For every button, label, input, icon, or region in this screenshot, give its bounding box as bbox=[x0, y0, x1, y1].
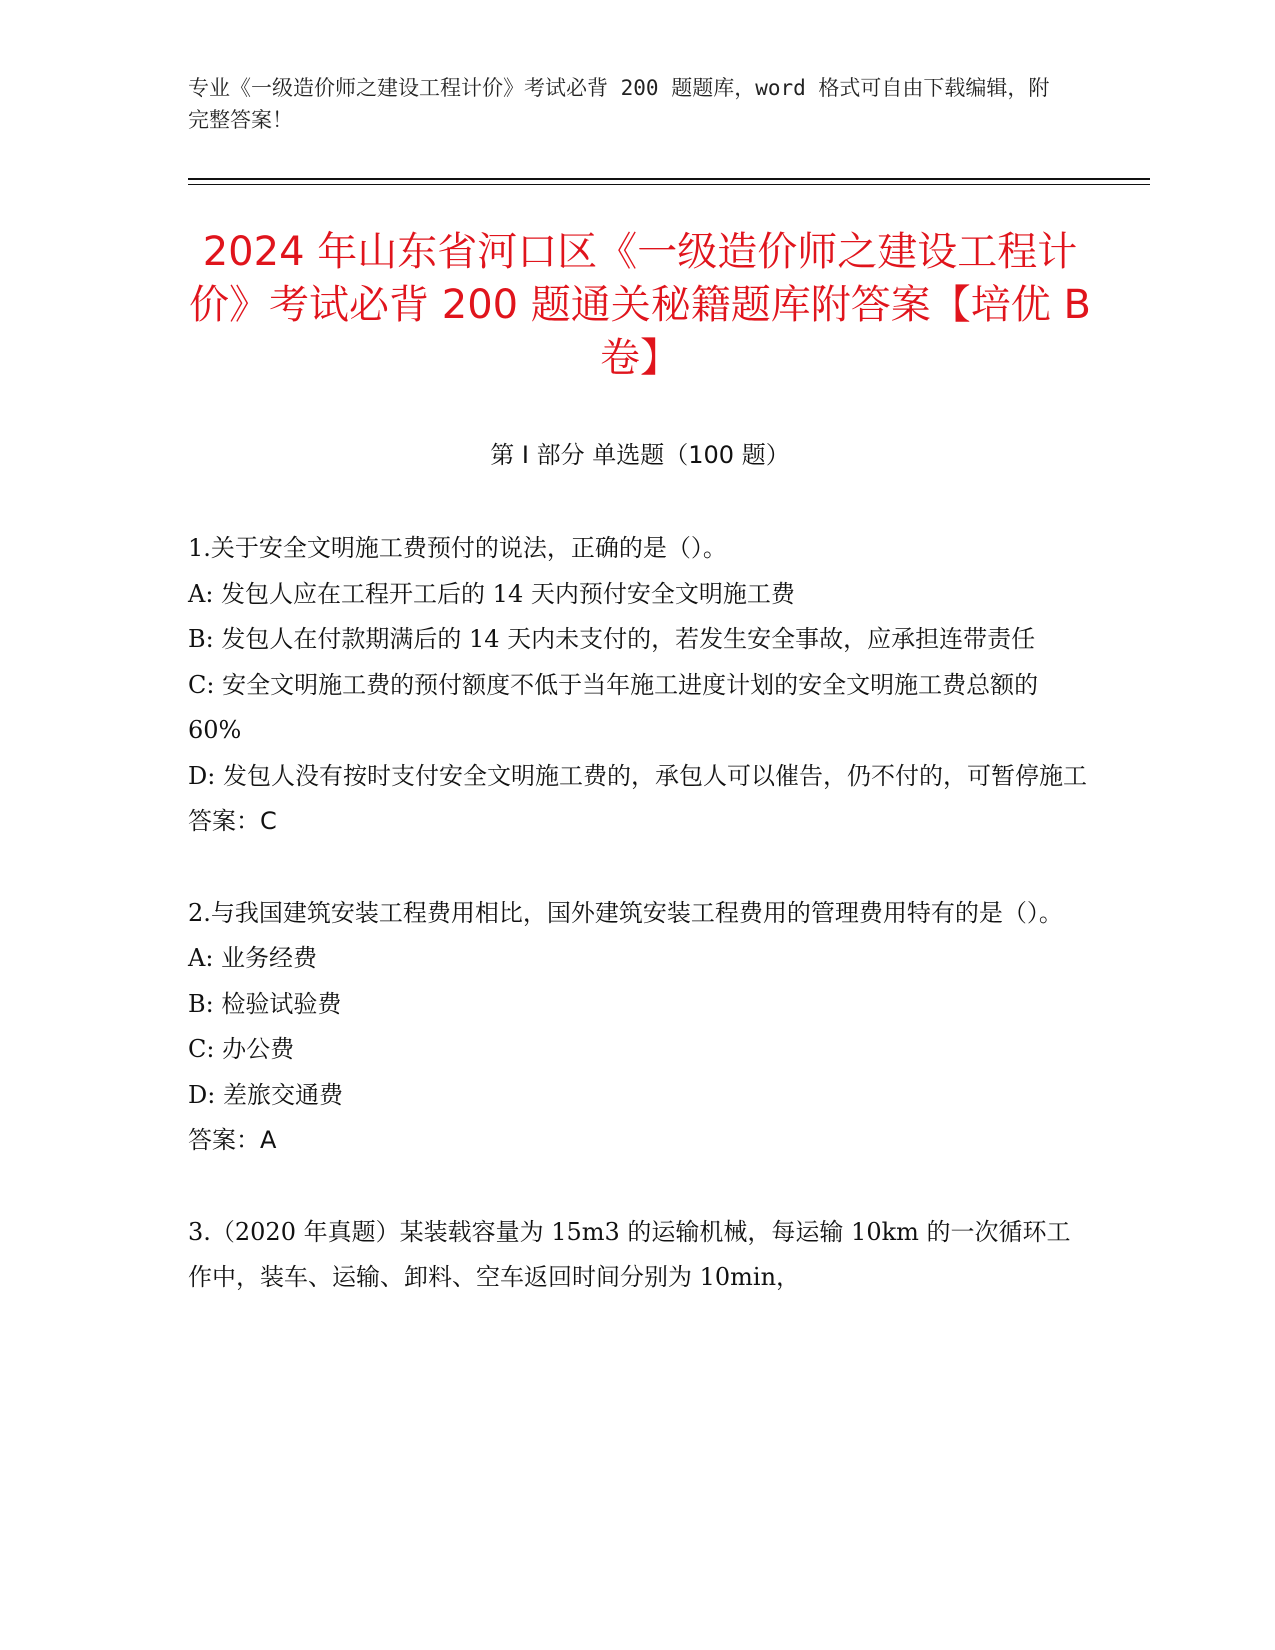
question-stem: 1.关于安全文明施工费预付的说法，正确的是（）。 bbox=[188, 534, 727, 562]
answer: 答案：A bbox=[188, 1126, 277, 1154]
question-2 bbox=[188, 891, 1088, 1164]
option-b: B: 发包人在付款期满后的 14 天内未支付的，若发生安全事故，应承担连带责任 bbox=[188, 625, 1036, 653]
header-divider-thin bbox=[188, 184, 1150, 185]
question-1 bbox=[188, 526, 1088, 845]
option-c: C: 办公费 bbox=[188, 1035, 295, 1063]
option-d: D: 差旅交通费 bbox=[188, 1080, 343, 1109]
question-stem: 2.与我国建筑安装工程费用相比，国外建筑安装工程费用的管理费用特有的是（）。 bbox=[188, 898, 1063, 927]
header-divider-thick bbox=[188, 178, 1150, 180]
header-note: 专业《一级造价师之建设工程计价》考试必背 200 题题库，word 格式可自由下载编辑，附完整答案！ bbox=[188, 76, 1050, 132]
option-a: A: 发包人应在工程开工后的 14 天内预付安全文明施工费 bbox=[188, 579, 795, 608]
option-d: D: 发包人没有按时支付安全文明施工费的，承包人可以催告，仍不付的，可暂停施工 bbox=[188, 761, 1087, 790]
option-c: C: 安全文明施工费的预付额度不低于当年施工进度计划的安全文明施工费总额的 60% bbox=[188, 670, 1039, 744]
question-stem: 3.（2020 年真题）某装载容量为 15m3 的运输机械，每运输 10km 的一次循环工作中，装车、运输、卸料、空车返回时间分别为 10min， bbox=[188, 1217, 1071, 1291]
option-b: B: 检验试验费 bbox=[188, 989, 342, 1018]
answer: 答案：C bbox=[188, 807, 277, 835]
option-a: A: 业务经费 bbox=[188, 944, 318, 972]
section-title: 第 I 部分 单选题（100 题） bbox=[490, 441, 790, 469]
question-3 bbox=[188, 1210, 1088, 1301]
question-list bbox=[188, 526, 1088, 1347]
document-title: 2024 年山东省河口区《一级造价师之建设工程计价》考试必背 200 题通关秘籍题库附答案【培优 B 卷】 bbox=[189, 229, 1091, 381]
